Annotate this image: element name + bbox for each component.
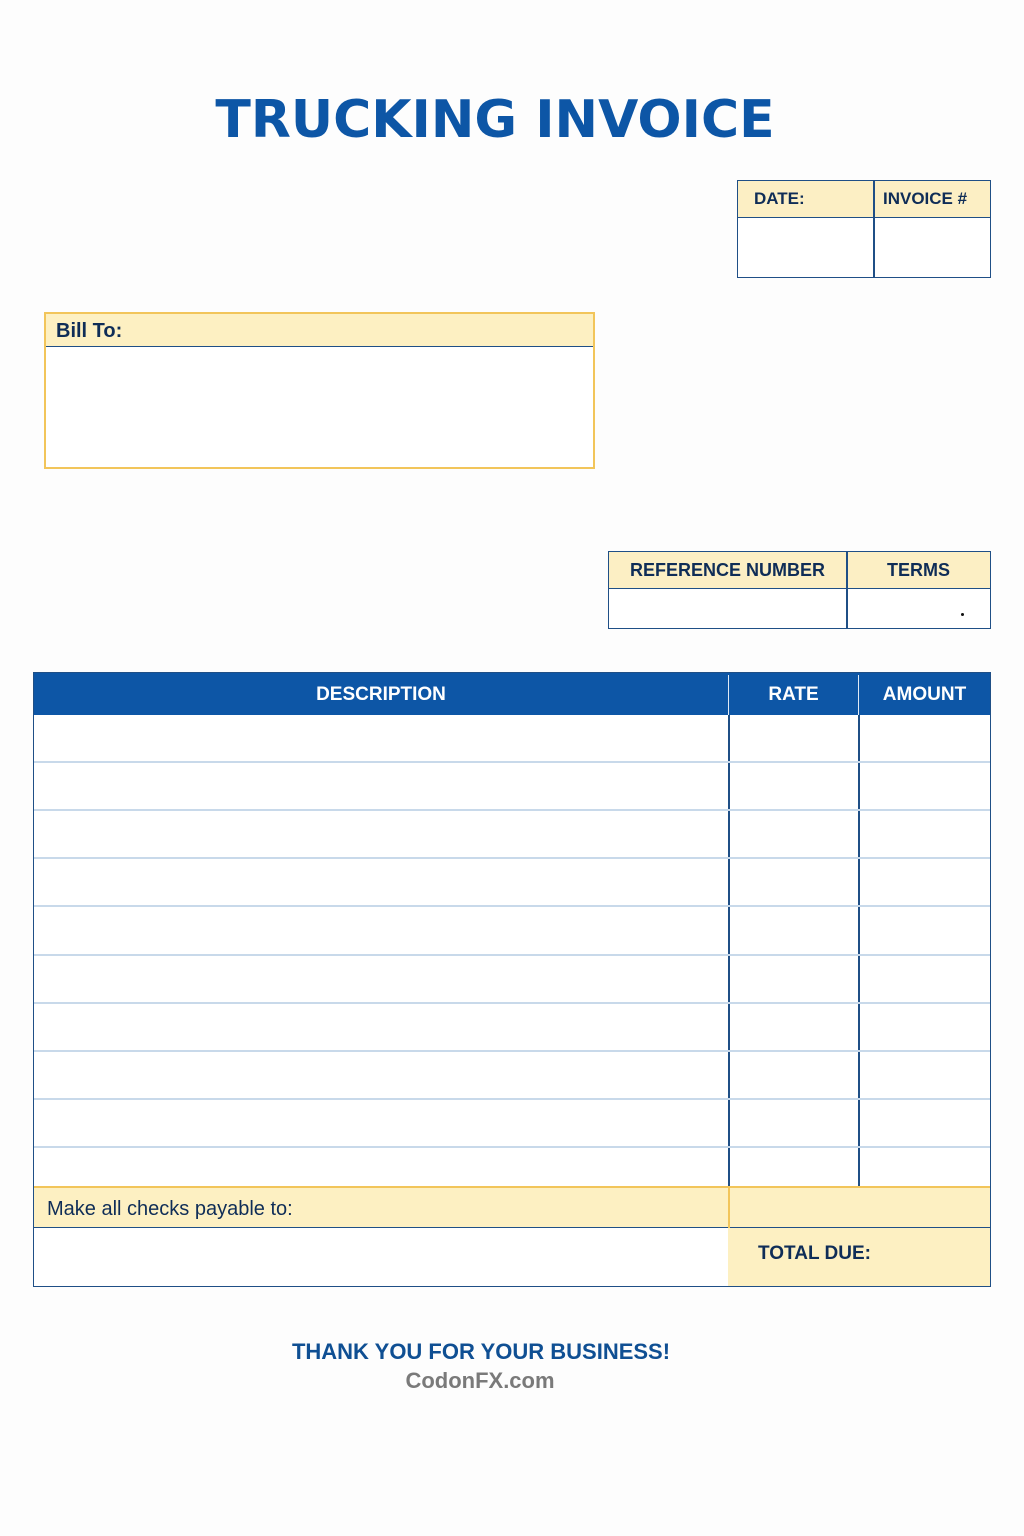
reference-number-field[interactable] — [609, 589, 846, 628]
invoice-title: TRUCKING INVOICE — [215, 90, 775, 150]
amount-column-divider — [858, 715, 860, 1186]
table-row[interactable] — [34, 1051, 728, 1098]
total-due-label: TOTAL DUE: — [758, 1243, 871, 1264]
column-header-amount: AMOUNT — [882, 684, 967, 705]
table-row[interactable] — [34, 1099, 728, 1146]
reference-number-label: REFERENCE NUMBER — [629, 560, 825, 580]
column-header-description: DESCRIPTION — [316, 684, 446, 705]
terms-field[interactable] — [848, 589, 990, 628]
reference-terms-box — [608, 551, 991, 629]
date-field[interactable] — [738, 218, 873, 277]
bill-to-field[interactable] — [46, 348, 593, 467]
table-row[interactable] — [34, 715, 728, 761]
checks-payable-label: Make all checks payable to: — [47, 1198, 293, 1220]
column-header-rate: RATE — [768, 684, 819, 705]
table-row[interactable] — [34, 955, 728, 1002]
total-due-cell — [728, 1228, 990, 1286]
invoice-number-field[interactable] — [875, 218, 990, 277]
date-invoice-box — [737, 180, 991, 278]
line-items-table — [33, 672, 991, 1287]
bill-to-label: Bill To: — [56, 320, 123, 342]
table-row[interactable] — [34, 810, 728, 857]
rate-column-divider — [728, 715, 730, 1228]
table-row[interactable] — [34, 1147, 728, 1186]
table-header — [34, 673, 990, 715]
invoice-number-label: INVOICE # — [883, 189, 968, 208]
checks-payable-field[interactable] — [34, 1228, 728, 1286]
thank-you-message: THANK YOU FOR YOUR BUSINESS! — [291, 1339, 671, 1364]
table-row[interactable] — [34, 762, 728, 809]
bill-to-header — [46, 314, 593, 347]
website-text: CodonFX.com — [405, 1368, 555, 1393]
table-row[interactable] — [34, 858, 728, 905]
table-row[interactable] — [34, 1003, 728, 1050]
checks-payable-row — [34, 1186, 990, 1228]
terms-label: TERMS — [887, 560, 950, 580]
terms-dot-mark — [961, 613, 964, 616]
date-label: DATE: — [754, 189, 805, 208]
bill-to-box — [44, 312, 595, 469]
table-row[interactable] — [34, 906, 728, 954]
